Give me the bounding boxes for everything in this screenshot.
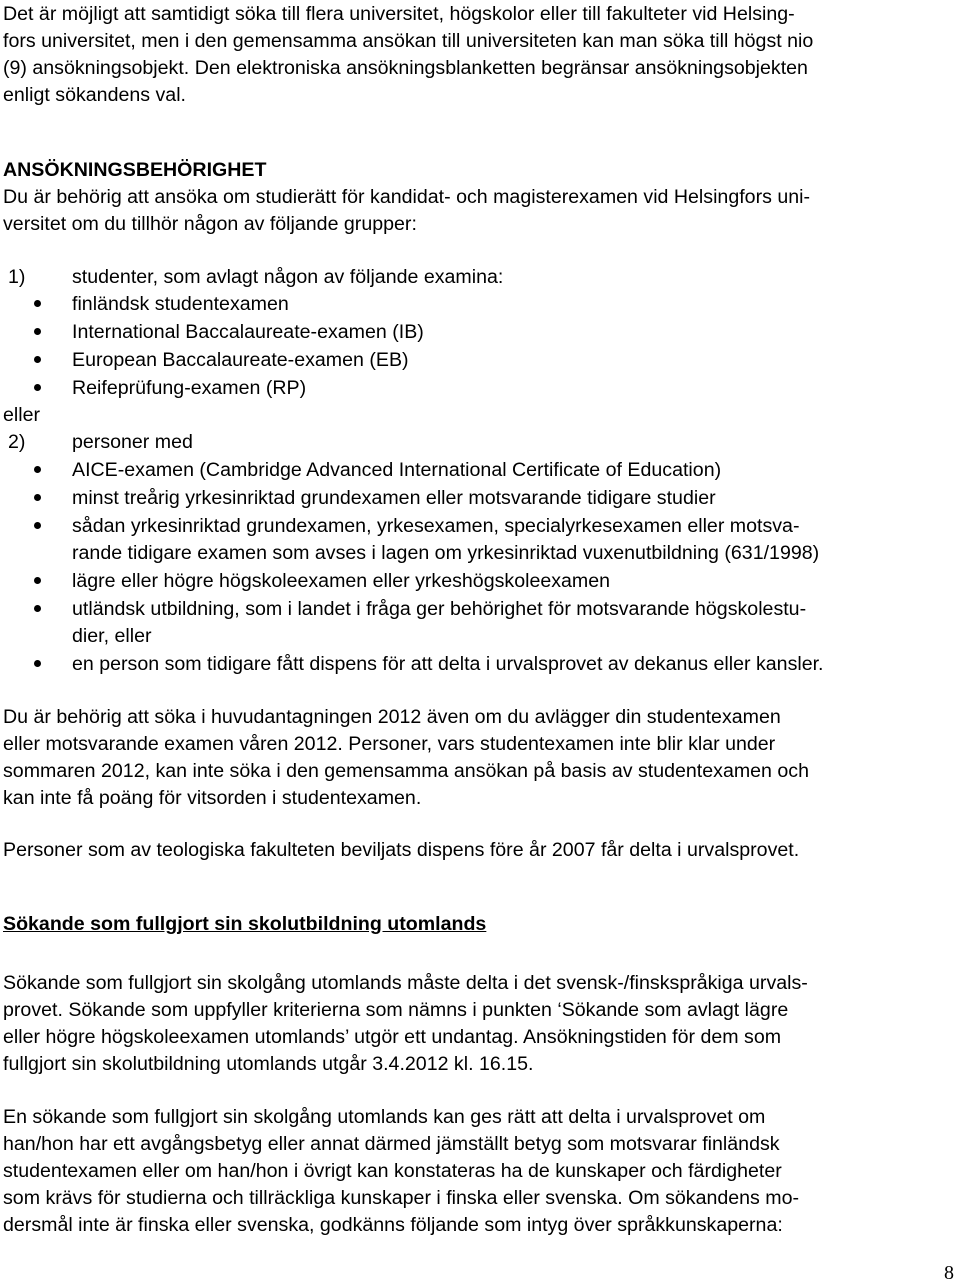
list-item: lägre eller högre högskoleexamen eller yrkeshögskoleexamen: [72, 570, 611, 592]
list-item: International Baccalaureate-examen (IB): [72, 321, 424, 343]
text-line: eller motsvarande examen våren 2012. Personer, vars studentexamen inte blir klar under: [3, 733, 776, 755]
bullet-icon: [34, 494, 44, 504]
text-line: studentexamen eller om han/hon i övrigt kan konstateras ha de kunskaper och färdigheter: [3, 1160, 782, 1182]
text-line: fullgjort sin skolutbildning utomlands utgår 3.4.2012 kl. 16.15.: [3, 1053, 534, 1075]
bullet-icon: [34, 328, 44, 338]
theology-paragraph: [3, 837, 951, 864]
list-item: Reifeprüfung-examen (RP): [72, 377, 307, 399]
heading-text: Sökande som fullgjort sin skolutbildning utomlands: [3, 913, 487, 935]
abroad-paragraph-1: [3, 970, 951, 1078]
intro-paragraph: [3, 1, 951, 109]
connector-text: eller: [3, 404, 41, 426]
list-item: minst treårig yrkesinriktad grundexamen eller motsvarande tidigare studier: [72, 487, 716, 509]
group-2-label: personer med: [72, 431, 193, 453]
eligibility-intro: [3, 184, 951, 238]
eligibility-heading: [3, 157, 951, 184]
text-line: som krävs för studierna och tillräckliga kunskaper i finska eller svenska. Om sökandens mo-: [3, 1187, 800, 1209]
bullet-icon: [34, 356, 44, 366]
page-number: 8: [944, 1262, 954, 1284]
bullet-icon: [34, 577, 44, 587]
bullet-icon: [34, 605, 44, 615]
bullet-icon: [34, 384, 44, 394]
text-line: Du är behörig att ansöka om studierätt för kandidat- och magisterexamen vid Helsingfors uni-: [3, 186, 811, 208]
text-line: kan inte få poäng för vitsorden i studentexamen.: [3, 787, 422, 809]
bullet-icon: [34, 466, 44, 476]
text-line: sommaren 2012, kan inte söka i den gemensamma ansökan på basis av studentexamen och: [3, 760, 809, 782]
list-item: utländsk utbildning, som i landet i fråga ger behörighet för motsvarande högskolestu-: [72, 598, 807, 620]
text-line: versitet om du tillhör någon av följande grupper:: [3, 213, 417, 235]
list-item: European Baccalaureate-examen (EB): [72, 349, 409, 371]
abroad-heading: [3, 911, 951, 938]
list-item: sådan yrkesinriktad grundexamen, yrkesexamen, specialyrkesexamen eller motsva-: [72, 515, 800, 537]
list-item: AICE-examen (Cambridge Advanced International Certificate of Education): [72, 459, 722, 481]
bullet-icon: [34, 300, 44, 310]
list-item-continuation: rande tidigare examen som avses i lagen om yrkesinriktad vuxenutbildning (631/1998): [72, 542, 820, 564]
text-line: provet. Sökande som uppfyller kriterierna som nämns i punkten ‘Sökande som avlagt lägre: [3, 999, 789, 1021]
group-1-number: 1): [8, 266, 26, 288]
text-line: Sökande som fullgjort sin skolgång utomlands måste delta i det svensk-/finskspråkiga urvals-: [3, 972, 808, 994]
text-line: En sökande som fullgjort sin skolgång utomlands kan ges rätt att delta i urvalsprovet om: [3, 1106, 766, 1128]
text-line: han/hon har ett avgångsbetyg eller annat därmed jämställt betyg som motsvarar finländsk: [3, 1133, 780, 1155]
list-item-continuation: dier, eller: [72, 625, 152, 647]
group-1-label: studenter, som avlagt någon av följande examina:: [72, 266, 504, 288]
heading-text: ANSÖKNINGSBEHÖRIGHET: [3, 159, 267, 181]
text-line: eller högre högskoleexamen utomlands’ utgör ett undantag. Ansökningstiden för dem som: [3, 1026, 782, 1048]
bullet-icon: [34, 660, 44, 670]
text-line: Det är möjligt att samtidigt söka till flera universitet, högskolor eller till fakulteter vid Helsing-: [3, 3, 795, 25]
group-2-number: 2): [8, 431, 26, 453]
text-line: fors universitet, men i den gemensamma ansökan till universiteten kan man söka till högst nio: [3, 30, 814, 52]
text-line: Du är behörig att söka i huvudantagningen 2012 även om du avlägger din studentexamen: [3, 706, 781, 728]
bullet-icon: [34, 522, 44, 532]
abroad-paragraph-2: [3, 1104, 951, 1239]
text-line: (9) ansökningsobjekt. Den elektroniska ansökningsblanketten begränsar ansökningsobjekten: [3, 57, 808, 79]
text-line: dersmål inte är finska eller svenska, godkänns följande som intyg över språkkunskaperna:: [3, 1214, 783, 1236]
main-admission-paragraph: [3, 704, 951, 812]
text-line: enligt sökandens val.: [3, 84, 186, 106]
list-item: en person som tidigare fått dispens för att delta i urvalsprovet av dekanus eller kansler.: [72, 653, 824, 675]
text-line: Personer som av teologiska fakulteten beviljats dispens före år 2007 får delta i urvalsprovet.: [3, 839, 800, 861]
list-item: finländsk studentexamen: [72, 293, 289, 315]
